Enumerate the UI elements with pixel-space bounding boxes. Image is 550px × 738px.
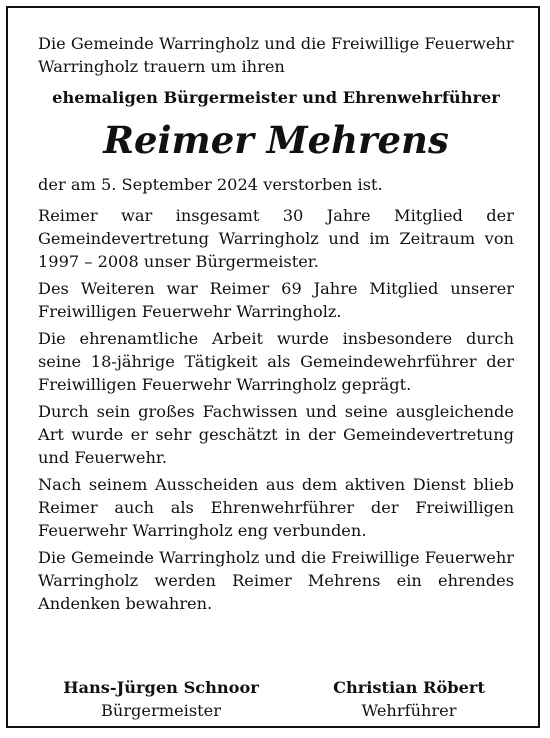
paragraph-honorary: Nach seinem Ausscheiden aus dem aktiven Dienst blieb Reimer auch als Ehrenwehrführer der Freiwilligen Feuerwehr Warringholz eng verbunden. (38, 475, 514, 540)
signature-role: Wehrführer (361, 701, 457, 720)
paragraph-volunteer-work: Die ehrenamtliche Arbeit wurde insbesondere durch seine 18-jährige Tätigkeit als Gemeindewehrführer der Freiwilligen Feuerwehr Warringholz geprägt. (38, 329, 514, 394)
paragraph-fire-brigade: Des Weiteren war Reimer 69 Jahre Mitglied unserer Freiwilligen Feuerwehr Warringholz. (38, 279, 514, 321)
notice-content (38, 32, 514, 619)
paragraph-council: Reimer war insgesamt 30 Jahre Mitglied der Gemeindevertretung Warringholz und im Zeitraum von 1997 – 2008 unser Bürgermeister. (38, 206, 514, 271)
deceased-name: Reimer Mehrens (103, 118, 449, 162)
paragraph-death-date: der am 5. September 2024 verstorben ist. (38, 175, 383, 194)
signature-name: Hans-Jürgen Schnoor (63, 678, 259, 697)
intro-text: Die Gemeinde Warringholz und die Freiwillige Feuerwehr Warringholz trauern um ihren (38, 34, 514, 76)
signature-mayor (46, 676, 276, 722)
signature-role: Bürgermeister (101, 701, 221, 720)
obituary-notice (6, 6, 540, 728)
signature-name: Christian Röbert (333, 678, 485, 697)
paragraph-expertise: Durch sein großes Fachwissen und seine ausgleichende Art wurde er sehr geschätzt in der Gemeindevertretung und Feuerwehr. (38, 402, 514, 467)
paragraph-remembrance: Die Gemeinde Warringholz und die Freiwillige Feuerwehr Warringholz werden Reimer Mehrens ein ehrendes Andenken bewahren. (38, 548, 514, 613)
subtitle: ehemaligen Bürgermeister und Ehrenwehrführer (52, 88, 500, 107)
signature-fire-chief (294, 676, 524, 722)
